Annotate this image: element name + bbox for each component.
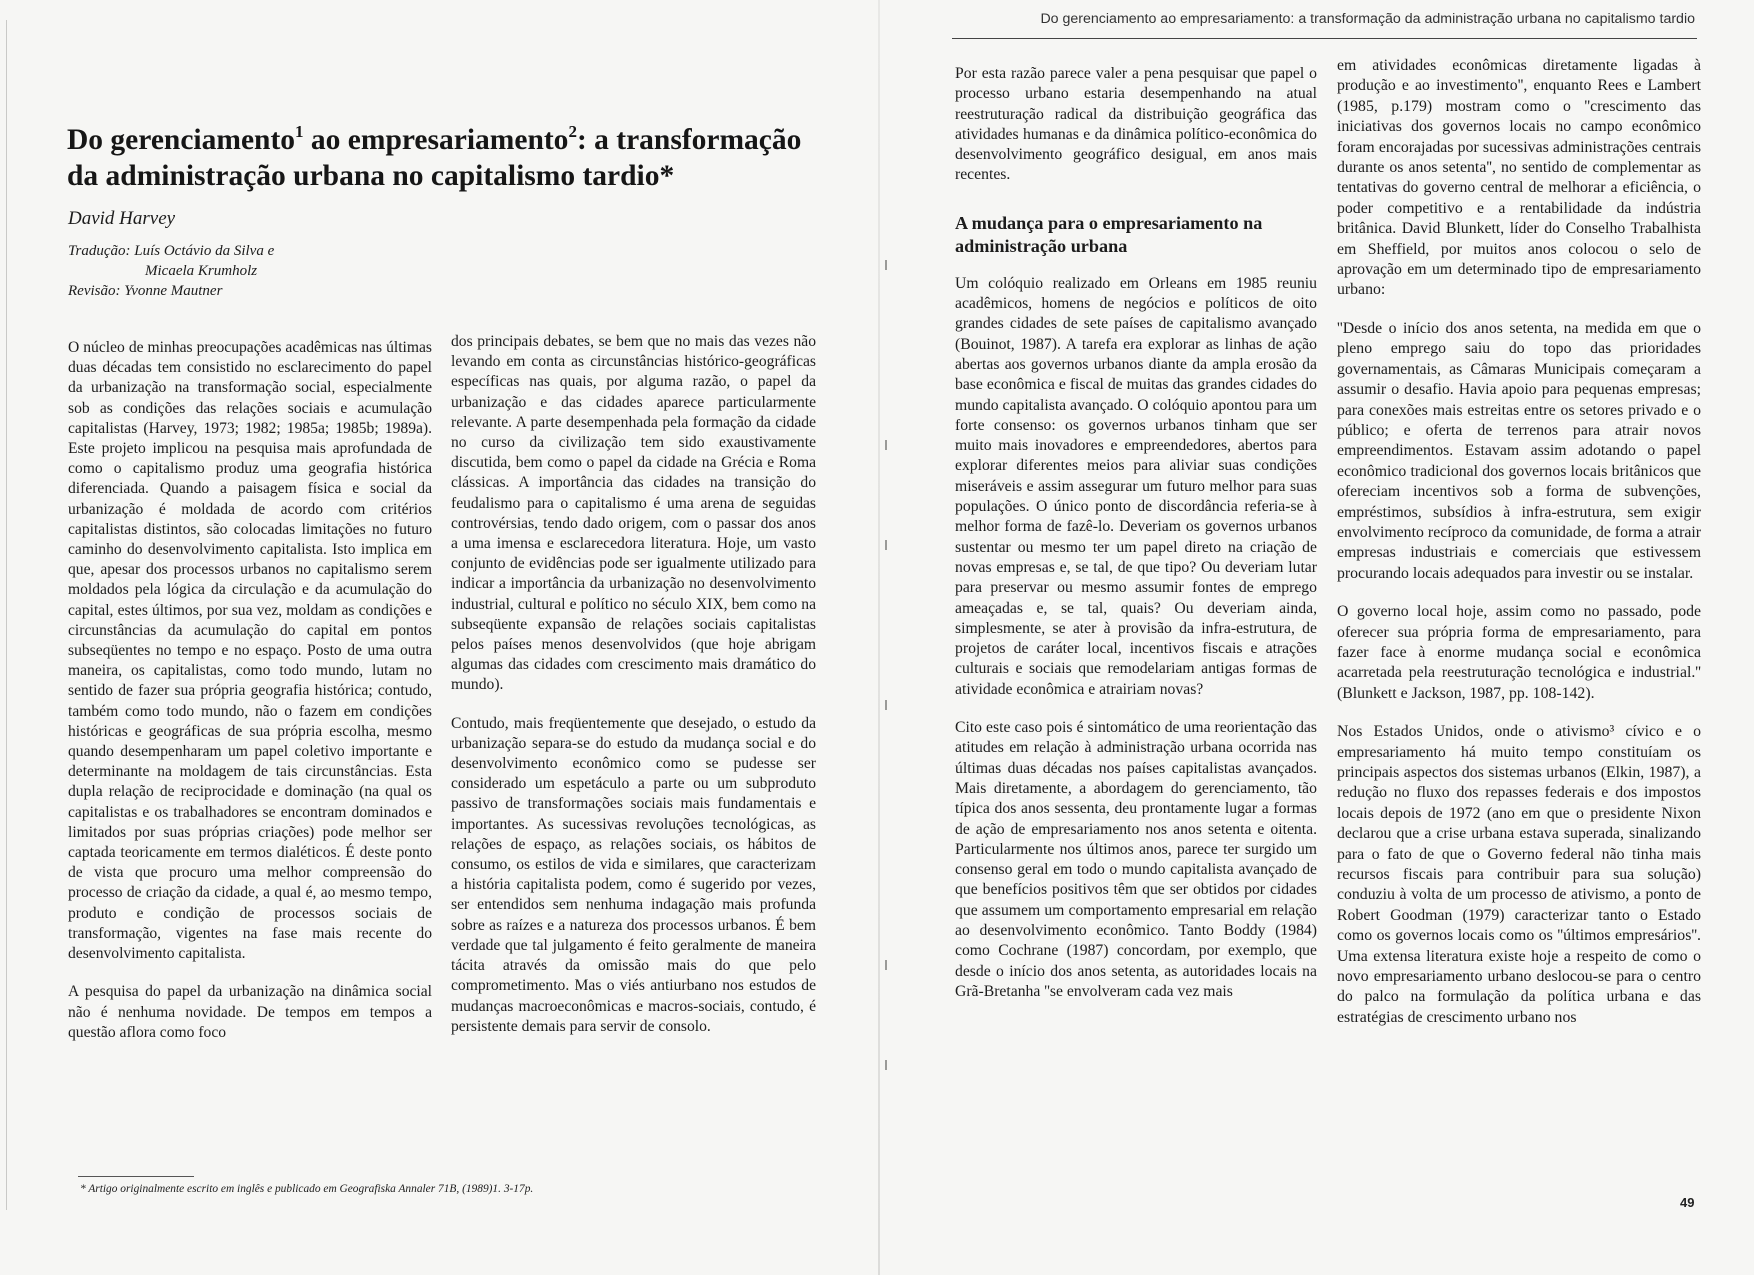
running-head: Do gerenciamento ao empresariamento: a transformação da administração urbana no capitalismo tardio	[1040, 11, 1695, 27]
page-edge	[6, 20, 7, 1210]
paragraph: Nos Estados Unidos, onde o ativismo³ cívico e o empresariamento há muito tempo constituíam os principais aspectos dos sistemas urbanos (Elkin, 1987), a redução no fluxo dos repasses federais e dos impostos locais depois de 1972 (ano em que o presidente Nixon declarou que a crise urbana estava superada, sinalizando para o fato de que o Governo federal não tinha mais recursos fiscais para contribuir para sua solução) conduziu à volta de um processo de ativismo, a ponto de Robert Goodman (1979) caracterizar tanto o Estado como os governos locais como os ''últimos empresários''. Uma extensa literatura existe hoje a respeito de como o novo empresariamento urbano deslocou-se para o centro do palco na formulação da política urbana e das estratégias de crescimento urbano nos	[1337, 723, 1701, 1026]
paragraph: Por esta razão parece valer a pena pesquisar que papel o processo urbano estaria desempenhando na atual reestruturação radical da distribuição geográfica das atividades humanas e da dinâmica político-econômica do desenvolvimento geográfico desigual, em anos mais recentes.	[955, 65, 1317, 184]
right-column-1	[955, 64, 1317, 1020]
footnote-ref-1: 1	[295, 122, 304, 141]
paragraph: Contudo, mais freqüentemente que desejado, o estudo da urbanização separa-se do estudo da mudança social e do desenvolvimento econômico como se pudesse ser considerado um espetáculo a parte ou um subproduto passivo de transformações sociais mais fundamentais e importantes. As sucessivas revoluções tecnológicas, as relações de espaço, as relações sociais, os hábitos de consumo, os estilos de vida e similares, que caracterizam a história capitalista podem, como é sugerido por vezes, ser entendidos sem nenhuma indagação mais profunda sobre as raízes e a natureza dos processos urbanos. É bem verdade que tal julgamento é feito geralmente de maneira tácita através da omissão mais do que pelo comprometimento. Mas o viés antiurbano nos estudos de mudanças macroeconômicas e macros-sociais, contudo, é persistente demais para servir de consolo.	[451, 714, 816, 1035]
article-title: Do gerenciamento$^1$ ao empresariamento$^2$: a transformação da administração urbana no capitalismo tardio*	[67, 122, 802, 192]
left-column-1	[68, 338, 432, 1061]
footnote-divider	[78, 1176, 194, 1177]
right-column-2	[1337, 56, 1701, 1046]
left-column-2	[451, 332, 816, 1055]
block-quote: ''Desde o início dos anos setenta, na medida em que o pleno emprego saiu do topo das prioridades governamentais, as Câmaras Municipais começaram a assumir o desafio. Havia apoio para pequenas empresas; para conexões mais estreitas entre os setores privado e o público; e oferta de terrenos para atrair novos empreendimentos. Estavam assim adotando o papel econômico tradicional dos governos locais britânicos que ofereciam incentivos sob a forma de subvenções, empréstimos, subsídios à infra-estrutura, sem exigir envolvimento recíproco da comunidade, de forma a atrair empresas industriais e comerciais que estivessem procurando locais adequados para investir ou se instalar.	[1337, 319, 1701, 582]
footnote: * Artigo originalmente escrito em inglês e publicado em Geografiska Annaler 71B, (1989)1. 3-17p.	[80, 1183, 534, 1195]
paragraph: O núcleo de minhas preocupações acadêmicas nas últimas duas décadas tem consistido no esclarecimento do papel da urbanização na transformação social, especialmente sob as condições das relações sociais e acumulação capitalistas (Harvey, 1973; 1982; 1985a; 1985b; 1989a). Este projeto implicou na pesquisa mais aprofundada de como o capitalismo produz uma geografia histórica diferenciada. Quando a paisagem física e social da urbanização é moldada de acordo com critérios capitalistas distintos, são colocadas limitações no futuro caminho do desenvolvimento capitalista. Isto implica em que, apesar dos processos urbanos no capitalismo serem moldados pela lógica da circulação e da acumulação do capital, estes últimos, por sua vez, moldam as condições e circunstâncias da acumulação do capital em pontos subseqüentes no tempo e no espaço. Posto de uma outra maneira, os capitalistas, como todo mundo, lutam no sentido de fazer sua própria geografia histórica; contudo, também como todo mundo, não o fazem em condições históricas e geográficas de sua própria escolha, mesmo quando desempenharam um papel coletivo importante e determinante na moldagem de tais circunstâncias. Esta dupla relação de reciprocidade e dominação (na qual os capitalistas e os trabalhadores se encontram dominados e limitados por suas próprias criações) pode melhor ser captada teoricamente em termos dialéticos. É deste ponto de vista que procuro uma melhor compreensão do processo de criação da cidade, a qual é, ao mesmo tempo, produto e condição de processos sociais de transformação, vigentes na fase mais recente do desenvolvimento capitalista.	[68, 339, 432, 963]
page-number: 49	[1680, 1195, 1695, 1210]
revision-credit: Revisão: Yvonne Mautner	[68, 283, 223, 299]
footnote-ref-2: 2	[568, 122, 577, 141]
paragraph: A pesquisa do papel da urbanização na dinâmica social não é nenhuma novidade. De tempos em tempos a questão aflora como foco	[68, 983, 432, 1041]
translation-credit-cont: Micaela Krumholz	[145, 263, 258, 279]
paragraph: em atividades econômicas diretamente ligadas à produção e ao investimento'', enquanto Rees e Lambert (1985, p.179) mostram como o ''crescimento das iniciativas dos governos locais no campo econômico foram encorajadas por sucessivas administrações centrais durante os anos setenta'', no sentido de complementar as tentativas do governo central de melhorar a eficiência, o poder competitivo e a rentabilidade da indústria britânica. David Blunkett, líder do Conselho Trabalhista em Sheffield, por muitos anos colocou o selo de aprovação em um determinado tipo de empresariamento urbano:	[1337, 57, 1701, 299]
author-name: David Harvey	[68, 208, 176, 229]
credits	[68, 241, 428, 301]
paragraph: Cito este caso pois é sintomático de uma reorientação das atitudes em relação à administração urbana ocorrida nas últimas duas décadas nos países capitalistas avançados. Mais diretamente, a abordagem do gerenciamento, tão típica dos anos sessenta, deu prontamente lugar a formas de ação de empresariamento nos anos setenta e oitenta. Particularmente nos últimos anos, parece ter surgido um consenso geral em todo o mundo capitalista avançado de que benefícios positivos têm que ser obtidos por cidades que assumem um comportamento empresarial em relação ao desenvolvimento econômico. Tanto Boddy (1984) como Cochrane (1987) concordam, por exemplo, que desde o início dos anos setenta, as autoridades locais na Grã-Bretanha ''se envolveram cada vez mais	[955, 719, 1317, 1000]
translation-credit: Tradução: Luís Octávio da Silva e	[68, 243, 275, 259]
section-heading: A mudança para o empresariamento na administração urbana	[955, 212, 1263, 256]
paragraph: Um colóquio realizado em Orleans em 1985 reuniu acadêmicos, homens de negócios e políticos de oito grandes cidades de sete países de capitalismo avançado (Bouinot, 1987). A tarefa era explorar as linhas de ação abertas aos governos urbanos diante da ampla erosão da base econômica e fiscal de muitas das grandes cidades do mundo capitalista avançado. O colóquio apontou para um forte consenso: os governos urbanos tinham que ser muito mais inovadores e empreendedores, abertos para explorar diferentes meios para aliviar suas condições miseráveis e assim assegurar um futuro melhor para suas populações. O único ponto de discordância referia-se à melhor forma de fazê-lo. Deveriam os governos urbanos sustentar ou mesmo ter um papel direto na criação de novas empresas e, se tal, de que tipo? Ou deveriam lutar para preservar ou mesmo assumir fontes de emprego ameaçadas e, se tal, quais? Ou deveriam ainda, simplesmente, se ater à provisão da infra-estrutura, de projetos de caráter local, incentivos fiscais e atrações culturais e sociais que remodelariam antigas formas de atividade econômica e atrairiam novas?	[955, 274, 1317, 698]
paragraph: dos principais debates, se bem que no mais das vezes não levando em conta as circunstâncias histórico-geográficas específicas nas quais, por alguma razão, o papel da urbanização e das cidades aparece particularmente relevante. A parte desempenhada pela formação da cidade no curso da civilização tem sido exaustivamente discutida, bem como o papel da cidade na Grécia e Roma clássicas. A importância das cidades na transição do feudalismo para o capitalismo é uma arena de seguidas controvérsias, tendo dado origem, com o passar dos anos a uma imensa e esclarecedora literatura. Hoje, um vasto conjunto de evidências pode ser igualmente utilizado para indicar a importância da urbanização no desenvolvimento industrial, cultural e político no século XIX, bem como na subseqüente expansão de relações sociais capitalistas pelos países menos desenvolvidos (que hoje abrigam algumas das cidades com crescimento mais dramático do mundo).	[451, 333, 816, 694]
header-rule	[952, 38, 1697, 39]
block-quote: O governo local hoje, assim como no passado, pode oferecer sua própria forma de empresariamento, para fazer face à enorme mudança social e econômica acarretada pela reestruturação tecnológica e industrial.'' (Blunkett e Jackson, 1987, pp. 108-142).	[1337, 603, 1701, 702]
